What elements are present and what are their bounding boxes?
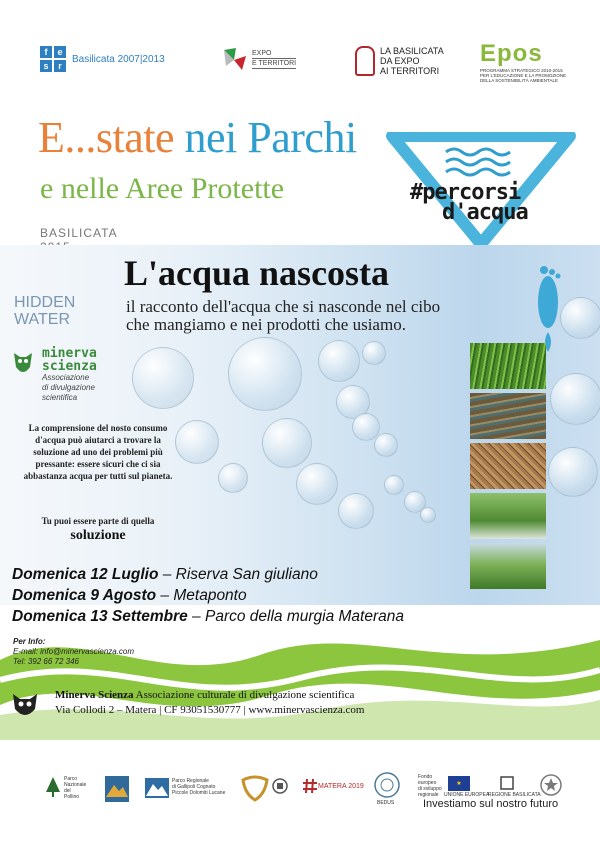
percorsi-line1: #percorsi	[410, 180, 521, 205]
contact-info	[13, 637, 134, 667]
water-droplet	[318, 340, 360, 382]
owl-icon	[10, 689, 40, 719]
event-separator: –	[158, 566, 176, 583]
water-droplet	[218, 463, 248, 493]
mountain-icon	[145, 778, 169, 798]
association-description: Associazione culturale di divulgazione scientifica	[135, 689, 355, 701]
eu-flag-icon: ★	[448, 776, 470, 791]
water-droplet	[262, 418, 312, 468]
regione-icon	[500, 776, 514, 790]
info-tel: Tel: 392 66 72 346	[13, 657, 79, 666]
event-place: Metaponto	[173, 587, 247, 604]
water-droplet	[420, 507, 436, 523]
pollino-line2: Nazionale	[64, 782, 87, 788]
epos-tagline: PROGRAMMA STRATEGICO 2010-2015 PER L'EDUCAZIONE E LA PROMOZIONE DELLA SOSTENIBILITÀ AMBIENTALE	[480, 68, 567, 83]
pollino-logo	[44, 776, 86, 800]
epos-name: Epos	[480, 40, 543, 67]
title-part1: E...state	[38, 113, 175, 162]
unione-europea-label: UNIONE EUROPEA	[444, 792, 490, 798]
shallow-water-photo	[470, 393, 546, 439]
water-droplet	[384, 475, 404, 495]
minerva-desc-line1: Associazione	[42, 373, 90, 382]
page-subtitle: e nelle Aree Protette	[40, 172, 285, 205]
event-item	[12, 606, 572, 627]
main-subheading: il racconto dell'acqua che si nasconde nel cibo che mangiamo e nei prodotti che usiamo.	[126, 297, 441, 334]
basilicata-line1: LA BASILICATA	[380, 46, 444, 56]
fondo-line2: europeo	[418, 780, 437, 786]
event-place: Parco della murgia Materana	[204, 608, 405, 625]
water-droplet	[175, 420, 219, 464]
water-droplet	[374, 433, 398, 457]
fesr-logo	[40, 46, 165, 72]
water-droplet	[228, 337, 302, 411]
gallipoli-line1: Parco Regionale	[172, 778, 209, 784]
fesr-blocks	[40, 46, 66, 72]
events-list	[12, 564, 572, 627]
fesr-letter: s	[40, 60, 52, 72]
minerva-desc-line2: di divulgazione	[42, 383, 95, 392]
fesr-label: Basilicata 2007|2013	[72, 53, 165, 65]
info-label: Per Info:	[13, 637, 46, 646]
page-title	[38, 112, 357, 163]
association-name: Minerva Scienza	[55, 689, 134, 701]
event-date: Domenica 12 Luglio	[12, 566, 159, 583]
matera-label: MATERA 2019	[318, 783, 364, 790]
pollino-line1: Parco	[64, 776, 78, 782]
event-separator: –	[187, 608, 205, 625]
expo-line1: EXPO	[252, 49, 296, 59]
info-email: E-mail: info@minervascienza.com	[13, 647, 135, 656]
pollino-line4: Pollino	[64, 794, 80, 800]
water-droplet	[548, 447, 598, 497]
association-address: Via Collodi 2 – Matera | CF 93051530777 | www.minervascienza.com	[55, 704, 365, 716]
owl-icon	[12, 349, 34, 375]
percorsi-logo	[410, 180, 528, 225]
fesr-letter: f	[40, 46, 52, 58]
regione-label: REGIONE BASILICATA	[488, 792, 541, 798]
pollino-line3: del	[64, 788, 71, 794]
event-place: Riserva San giuliano	[175, 566, 318, 583]
matera-hash-icon	[302, 778, 318, 794]
fondo-line3: di sviluppo	[418, 786, 442, 792]
minerva-name-line1: minerva	[42, 346, 97, 361]
event-date: Domenica 13 Settembre	[12, 608, 188, 625]
basilicata-line2: DA EXPO	[380, 56, 420, 66]
fesr-letter: e	[54, 46, 66, 58]
event-separator: –	[156, 587, 174, 604]
expo-logo	[222, 46, 296, 72]
hidden-water-logo	[14, 294, 75, 328]
gallipoli-line3: Piccole Dolomiti Lucane	[172, 790, 226, 796]
epos-logo	[480, 40, 570, 83]
basilicata-mark-icon	[355, 46, 375, 76]
main-heading: L'acqua nascosta	[124, 253, 390, 293]
bedus-label: BEDUS	[377, 800, 395, 806]
minerva-name-line2: scienza	[42, 359, 97, 374]
fondo-europeo-label	[418, 774, 442, 798]
basilicata-line3: AI TERRITORI	[380, 66, 440, 76]
intro-text: La comprensione del nosto consumo d'acqua può aiutarci a trovare la soluzione ad uno dei problemi più pressante: essere sicuri che ci sia abbastanza acqua per tutti sul pianeta.	[23, 423, 173, 481]
paddy-field-photo	[470, 493, 546, 539]
water-droplet	[296, 463, 338, 505]
photo-column	[470, 343, 546, 593]
region-name: BASILICATA	[40, 226, 118, 240]
title-part3: Parchi	[247, 113, 357, 162]
bedus-seal-icon	[374, 772, 400, 798]
event-item	[12, 585, 572, 606]
event-date: Domenica 9 Agosto	[12, 587, 157, 604]
fondo-line1: Fondo	[418, 774, 433, 780]
emblem-icon	[240, 774, 270, 802]
rice-field-photo	[470, 343, 546, 389]
part-of-text: Tu puoi essere parte di quella	[41, 516, 155, 526]
water-droplet	[132, 347, 194, 409]
dry-earth-photo	[470, 443, 546, 489]
percorsi-line2: d'acqua	[442, 200, 528, 225]
hidden-water-line2: WATER	[14, 311, 70, 328]
water-droplet	[550, 373, 600, 425]
gallipoli-logo	[145, 778, 225, 798]
gallipoli-line2: di Gallipoli Cognato	[172, 784, 216, 790]
tree-icon	[44, 776, 62, 798]
italian-emblem-icon	[540, 774, 562, 796]
event-item	[12, 564, 572, 585]
expo-line2: E TERRITORI	[252, 60, 297, 67]
minerva-desc-line3: scientifica	[42, 393, 78, 402]
title-part2: nei	[184, 113, 237, 162]
fondo-line4: regionale	[418, 792, 439, 798]
water-droplet	[338, 493, 374, 529]
basilicata-expo-logo	[355, 46, 444, 76]
expo-mark-icon	[222, 46, 248, 72]
soluzione-text: soluzione	[70, 528, 126, 543]
minerva-logo	[12, 347, 97, 403]
water-droplet	[362, 341, 386, 365]
mountain-badge-icon	[104, 775, 130, 803]
fesr-letter: r	[54, 60, 66, 72]
investiamo-tagline: Investiamo sul nostro futuro	[423, 798, 559, 810]
hidden-water-line1: HIDDEN	[14, 294, 76, 311]
unesco-icon	[272, 778, 288, 794]
association-line	[55, 689, 354, 701]
